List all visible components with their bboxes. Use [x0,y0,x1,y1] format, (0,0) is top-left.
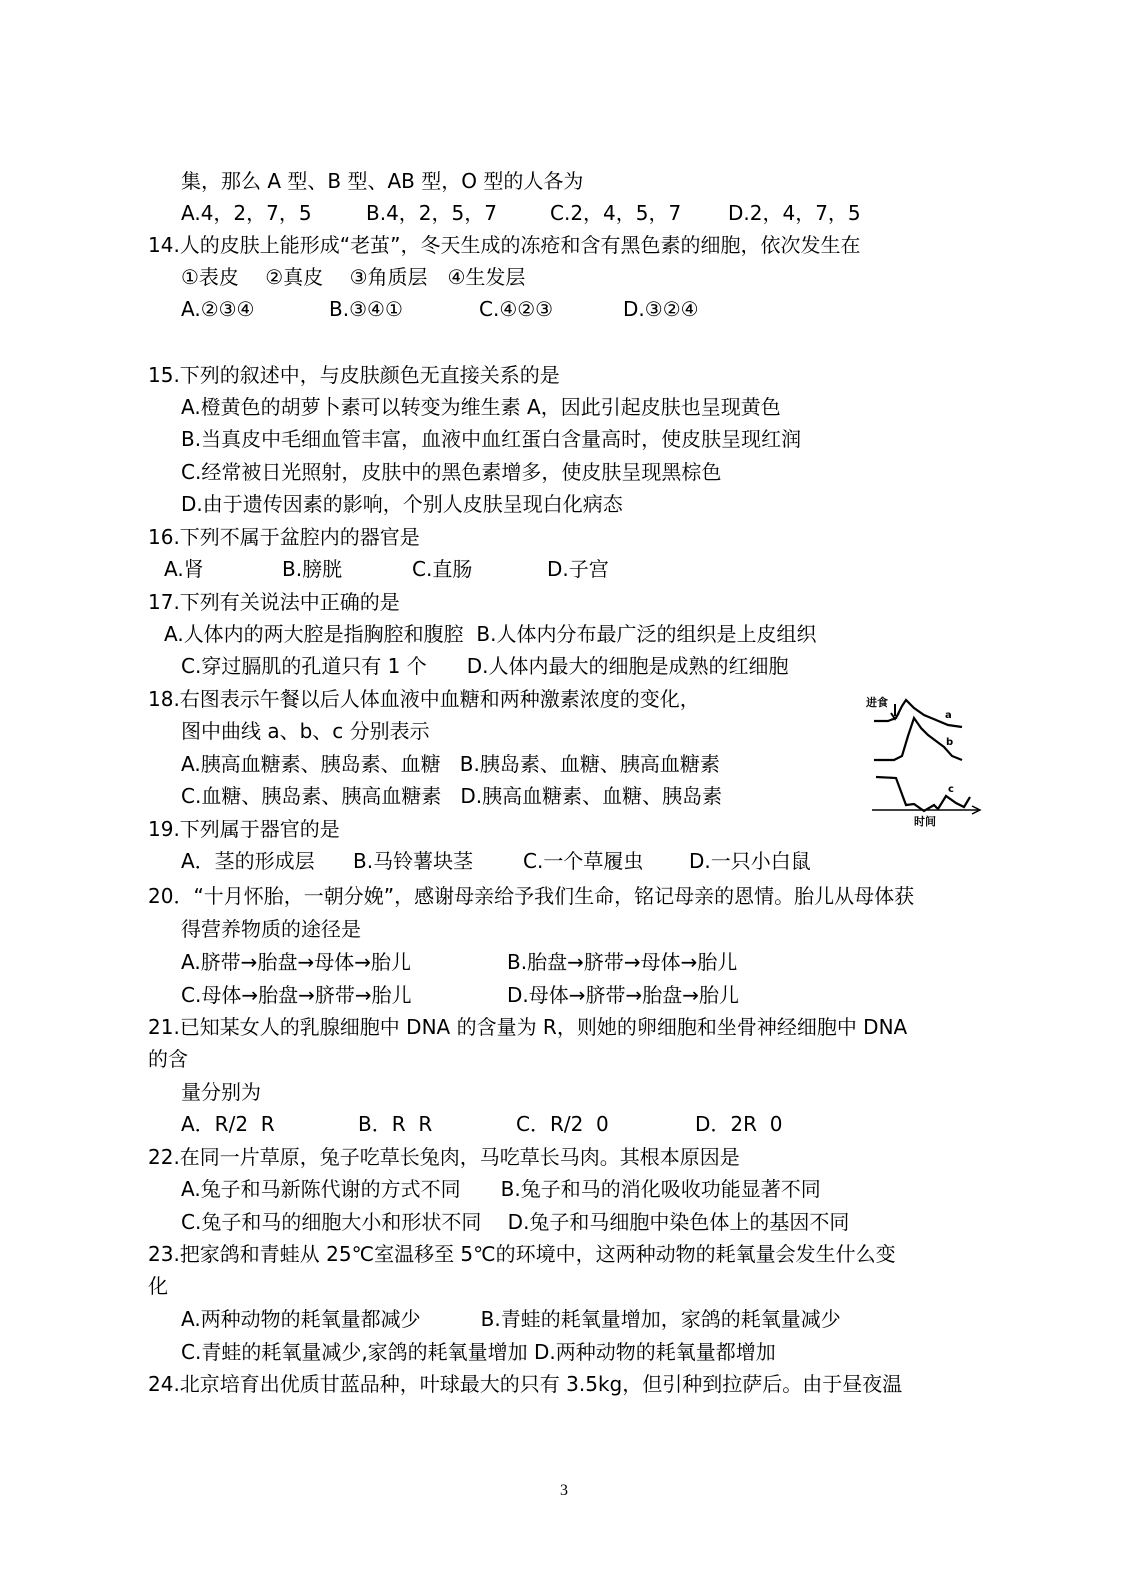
q14-stem: 14.人的皮肤上能形成“老茧”，冬天生成的冻疮和含有黑色素的细胞，依次发生在 [148,233,861,257]
figure-label-eat: 进食 [866,696,888,709]
q20-option-d: D.母体→脐带→胎盘→胎儿 [507,983,740,1007]
q21-stem: 21.已知某女人的乳腺细胞中 DNA 的含量为 R，则她的卵细胞和坐骨神经细胞中 DNA [148,1015,908,1039]
q13-option-a: A.4，2，7，5 [181,201,312,225]
q17-stem: 17.下列有关说法中正确的是 [148,590,400,614]
q21-option-b: B．R R [358,1112,433,1136]
q15-option-c: C.经常被日光照射，皮肤中的黑色素增多，使皮肤呈现黑棕色 [181,460,722,484]
q16-option-a: A.肾 [164,557,204,581]
q17-options-ab: A.人体内的两大腔是指胸腔和腹腔 B.人体内分布最广泛的组织是上皮组织 [164,622,817,646]
svg-text:c: c [948,784,954,795]
q19-option-b: B.马铃薯块茎 [353,849,474,873]
q16-option-d: D.子宫 [547,557,609,581]
q22-options-cd: C.兔子和马的细胞大小和形状不同 D.兔子和马细胞中染色体上的基因不同 [181,1210,850,1234]
q15-option-d: D.由于遗传因素的影响，个别人皮肤呈现白化病态 [181,492,623,516]
q24-stem: 24.北京培育出优质甘蓝品种，叶球最大的只有 3.5kg，但引种到拉萨后。由于昼夜温 [148,1372,903,1396]
q19-option-d: D.一只小白鼠 [689,849,811,873]
q16-stem: 16.下列不属于盆腔内的器官是 [148,525,420,549]
q21-option-c: C．R/2 0 [516,1112,609,1136]
q16-option-b: B.膀胱 [282,557,343,581]
q14-choices: ①表皮 ②真皮 ③角质层 ④生发层 [181,265,526,289]
q15-stem: 15.下列的叙述中，与皮肤颜色无直接关系的是 [148,363,560,387]
q20-stem-cont: 得营养物质的途径是 [181,917,361,941]
q16-option-c: C.直肠 [412,557,473,581]
q21-stem-cont: 量分别为 [181,1080,261,1104]
svg-text:b: b [946,737,954,748]
q13-option-d: D.2，4，7，5 [728,201,861,225]
q15-option-a: A.橙黄色的胡萝卜素可以转变为维生素 A，因此引起皮肤也呈现黄色 [181,395,781,419]
q21-stem-wrap: 的含 [148,1047,188,1071]
q22-stem: 22.在同一片草原，兔子吃草长兔肉，马吃草长马肉。其根本原因是 [148,1145,740,1169]
q17-options-cd: C.穿过膈肌的孔道只有 1 个 D.人体内最大的细胞是成熟的红细胞 [181,654,789,678]
q23-options-cd: C.青蛙的耗氧量减少,家鸽的耗氧量增加 D.两种动物的耗氧量都增加 [181,1340,776,1364]
q20-stem: 20．“十月怀胎，一朝分娩”，感谢母亲给予我们生命，铭记母亲的恩情。胎儿从母体获 [148,884,915,908]
q18-options-cd: C.血糖、胰岛素、胰高血糖素 D.胰高血糖素、血糖、胰岛素 [181,784,723,808]
q21-option-d: D．2R 0 [695,1112,783,1136]
q13-stem-cont: 集，那么 A 型、B 型、AB 型，O 型的人各为 [181,169,584,193]
q20-option-b: B.胎盘→脐带→母体→胎儿 [507,950,738,974]
q23-options-ab: A.两种动物的耗氧量都减少 B.青蛙的耗氧量增加，家鸽的耗氧量减少 [181,1307,841,1331]
q18-stem-cont: 图中曲线 a、b、c 分别表示 [181,719,430,743]
q14-option-c: C.④②③ [479,297,554,321]
q19-option-a: A．茎的形成层 [181,849,315,873]
q14-option-a: A.②③④ [181,297,255,321]
q22-options-ab: A.兔子和马新陈代谢的方式不同 B.兔子和马的消化吸收功能显著不同 [181,1177,821,1201]
page-number: 3 [560,1482,568,1499]
q14-option-b: B.③④① [329,297,403,321]
hormone-curve-figure [866,688,986,828]
q21-option-a: A．R/2 R [181,1112,275,1136]
figure-label-time: 时间 [914,815,936,828]
q19-option-c: C.一个草履虫 [523,849,644,873]
q23-stem: 23.把家鸽和青蛙从 25℃室温移至 5℃的环境中，这两种动物的耗氧量会发生什么变 [148,1242,896,1266]
q13-option-b: B.4，2，5，7 [366,201,497,225]
q20-option-c: C.母体→胎盘→脐带→胎儿 [181,983,412,1007]
q23-stem-wrap: 化 [148,1274,168,1298]
q18-stem: 18.右图表示午餐以后人体血液中血糖和两种激素浓度的变化， [148,687,700,711]
q14-option-d: D.③②④ [623,297,699,321]
q13-option-c: C.2，4，5，7 [550,201,682,225]
q19-stem: 19.下列属于器官的是 [148,817,340,841]
q18-options-ab: A.胰高血糖素、胰岛素、血糖 B.胰岛素、血糖、胰高血糖素 [181,752,720,776]
svg-text:a: a [945,710,952,721]
q15-option-b: B.当真皮中毛细血管丰富，血液中血红蛋白含量高时，使皮肤呈现红润 [181,427,802,451]
q20-option-a: A.脐带→胎盘→母体→胎儿 [181,950,411,974]
